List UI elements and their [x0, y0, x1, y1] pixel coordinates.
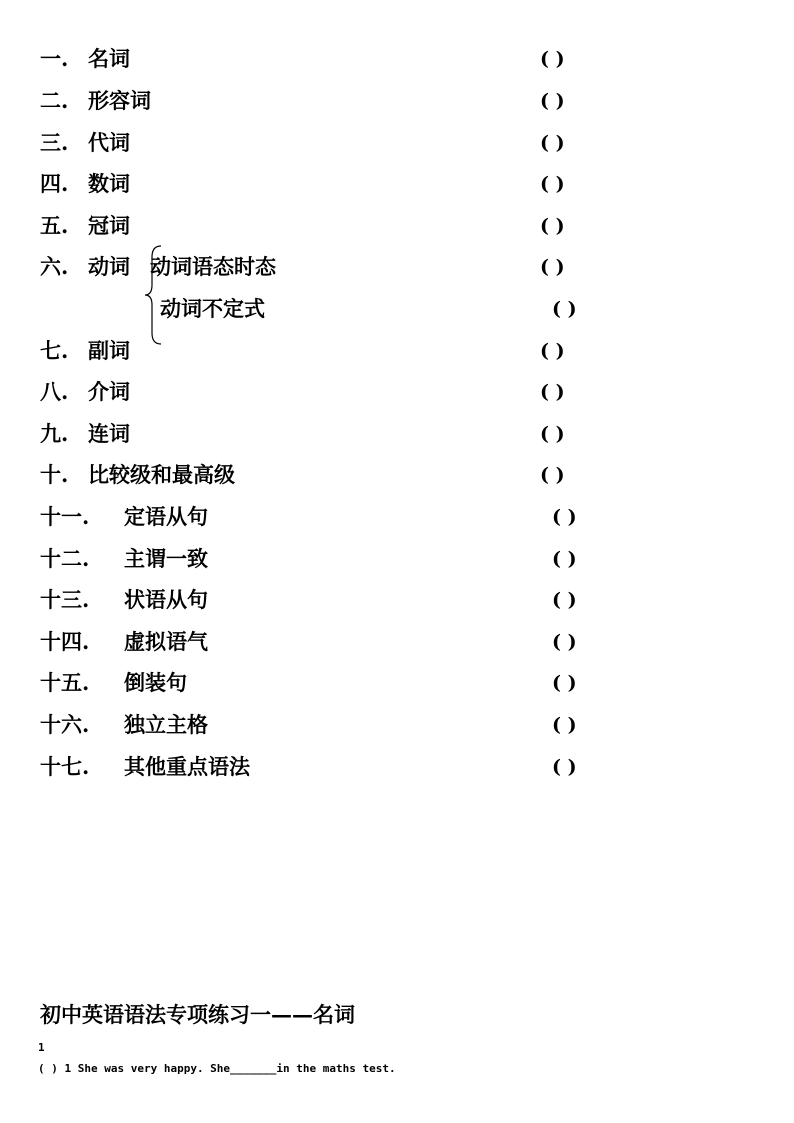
toc-item-answer-blank: ( )	[552, 548, 577, 570]
toc-item-adverbial-clauses	[0, 585, 794, 615]
toc-item-label: 动词	[88, 254, 130, 279]
toc-item-answer-blank: ( )	[552, 589, 577, 611]
toc-item-number: 十五.	[40, 670, 90, 695]
toc-item-number: 十二.	[40, 546, 90, 571]
toc-item-prepositions	[0, 377, 794, 407]
toc-item-answer-blank: ( )	[540, 464, 565, 486]
question-1: ( ) 1 She was very happy. She_______in the maths test.	[38, 1062, 396, 1075]
toc-item-other-grammar	[0, 752, 794, 782]
toc-item-label: 状语从句	[124, 587, 208, 612]
toc-item-label: 独立主格	[124, 712, 208, 737]
toc-item-label: 比较级和最高级	[88, 462, 235, 487]
toc-item-inversion	[0, 668, 794, 698]
toc-item-numerals	[0, 169, 794, 199]
toc-item-answer-blank: ( )	[552, 672, 577, 694]
toc-item-answer-blank: ( )	[540, 381, 565, 403]
toc-item-label: 代词	[88, 130, 130, 155]
toc-item-label: 主谓一致	[124, 546, 208, 571]
toc-item-number: 十六.	[40, 712, 90, 737]
toc-item-subject-verb-agreement	[0, 544, 794, 574]
toc-item-answer-blank: ( )	[552, 506, 577, 528]
toc-item-absolute-construction	[0, 710, 794, 740]
toc-item-answer-blank: ( )	[540, 173, 565, 195]
toc-item-answer-blank: ( )	[552, 298, 577, 320]
toc-item-number: 八.	[40, 379, 69, 404]
toc-item-number: 二.	[40, 88, 69, 113]
toc-item-label: 冠词	[88, 213, 130, 238]
toc-item-number: 十七.	[40, 754, 90, 779]
toc-item-attributive-clauses	[0, 502, 794, 532]
toc-item-answer-blank: ( )	[540, 90, 565, 112]
toc-item-answer-blank: ( )	[540, 340, 565, 362]
section-title: 初中英语语法专项练习一——名词	[40, 1002, 355, 1027]
toc-item-conjunctions	[0, 419, 794, 449]
toc-item-label: 介词	[88, 379, 130, 404]
toc-item-number: 五.	[40, 213, 69, 238]
toc-item-label: 其他重点语法	[124, 754, 250, 779]
toc-item-adverbs	[0, 336, 794, 366]
toc-item-label: 连词	[88, 421, 130, 446]
toc-item-label: 虚拟语气	[124, 629, 208, 654]
toc-item-pronouns	[0, 128, 794, 158]
toc-item-label: 名词	[88, 46, 130, 71]
page-number: 1	[38, 1041, 45, 1054]
toc-item-answer-blank: ( )	[540, 132, 565, 154]
toc-item-number: 三.	[40, 130, 69, 155]
toc-item-number: 十一.	[40, 504, 90, 529]
toc-item-number: 十.	[40, 462, 69, 487]
toc-item-number: 九.	[40, 421, 69, 446]
toc-item-answer-blank: ( )	[552, 714, 577, 736]
toc-item-answer-blank: ( )	[552, 631, 577, 653]
toc-item-label: 定语从句	[124, 504, 208, 529]
toc-item-label: 形容词	[88, 88, 151, 113]
toc-item-number: 七.	[40, 338, 69, 363]
toc-item-comparatives	[0, 460, 794, 490]
toc-item-label: 数词	[88, 171, 130, 196]
toc-item-infinitive	[0, 294, 794, 324]
toc-item-answer-blank: ( )	[540, 256, 565, 278]
toc-item-nouns	[0, 44, 794, 74]
toc-item-articles	[0, 211, 794, 241]
toc-item-answer-blank: ( )	[552, 756, 577, 778]
toc-item-number: 十三.	[40, 587, 90, 612]
toc-item-answer-blank: ( )	[540, 423, 565, 445]
toc-item-label: 倒装句	[124, 670, 187, 695]
toc-subitem-infinitive: 动词不定式	[160, 296, 265, 321]
toc-item-adjectives	[0, 86, 794, 116]
toc-item-number: 十四.	[40, 629, 90, 654]
toc-item-label: 副词	[88, 338, 130, 363]
toc-item-subjunctive	[0, 627, 794, 657]
toc-subitem-voice-tense: 动词语态时态	[150, 254, 276, 279]
toc-item-verbs	[0, 252, 794, 282]
toc-item-number: 六.	[40, 254, 69, 279]
toc-item-answer-blank: ( )	[540, 215, 565, 237]
toc-item-number: 一.	[40, 46, 69, 71]
toc-item-answer-blank: ( )	[540, 48, 565, 70]
toc-item-number: 四.	[40, 171, 69, 196]
